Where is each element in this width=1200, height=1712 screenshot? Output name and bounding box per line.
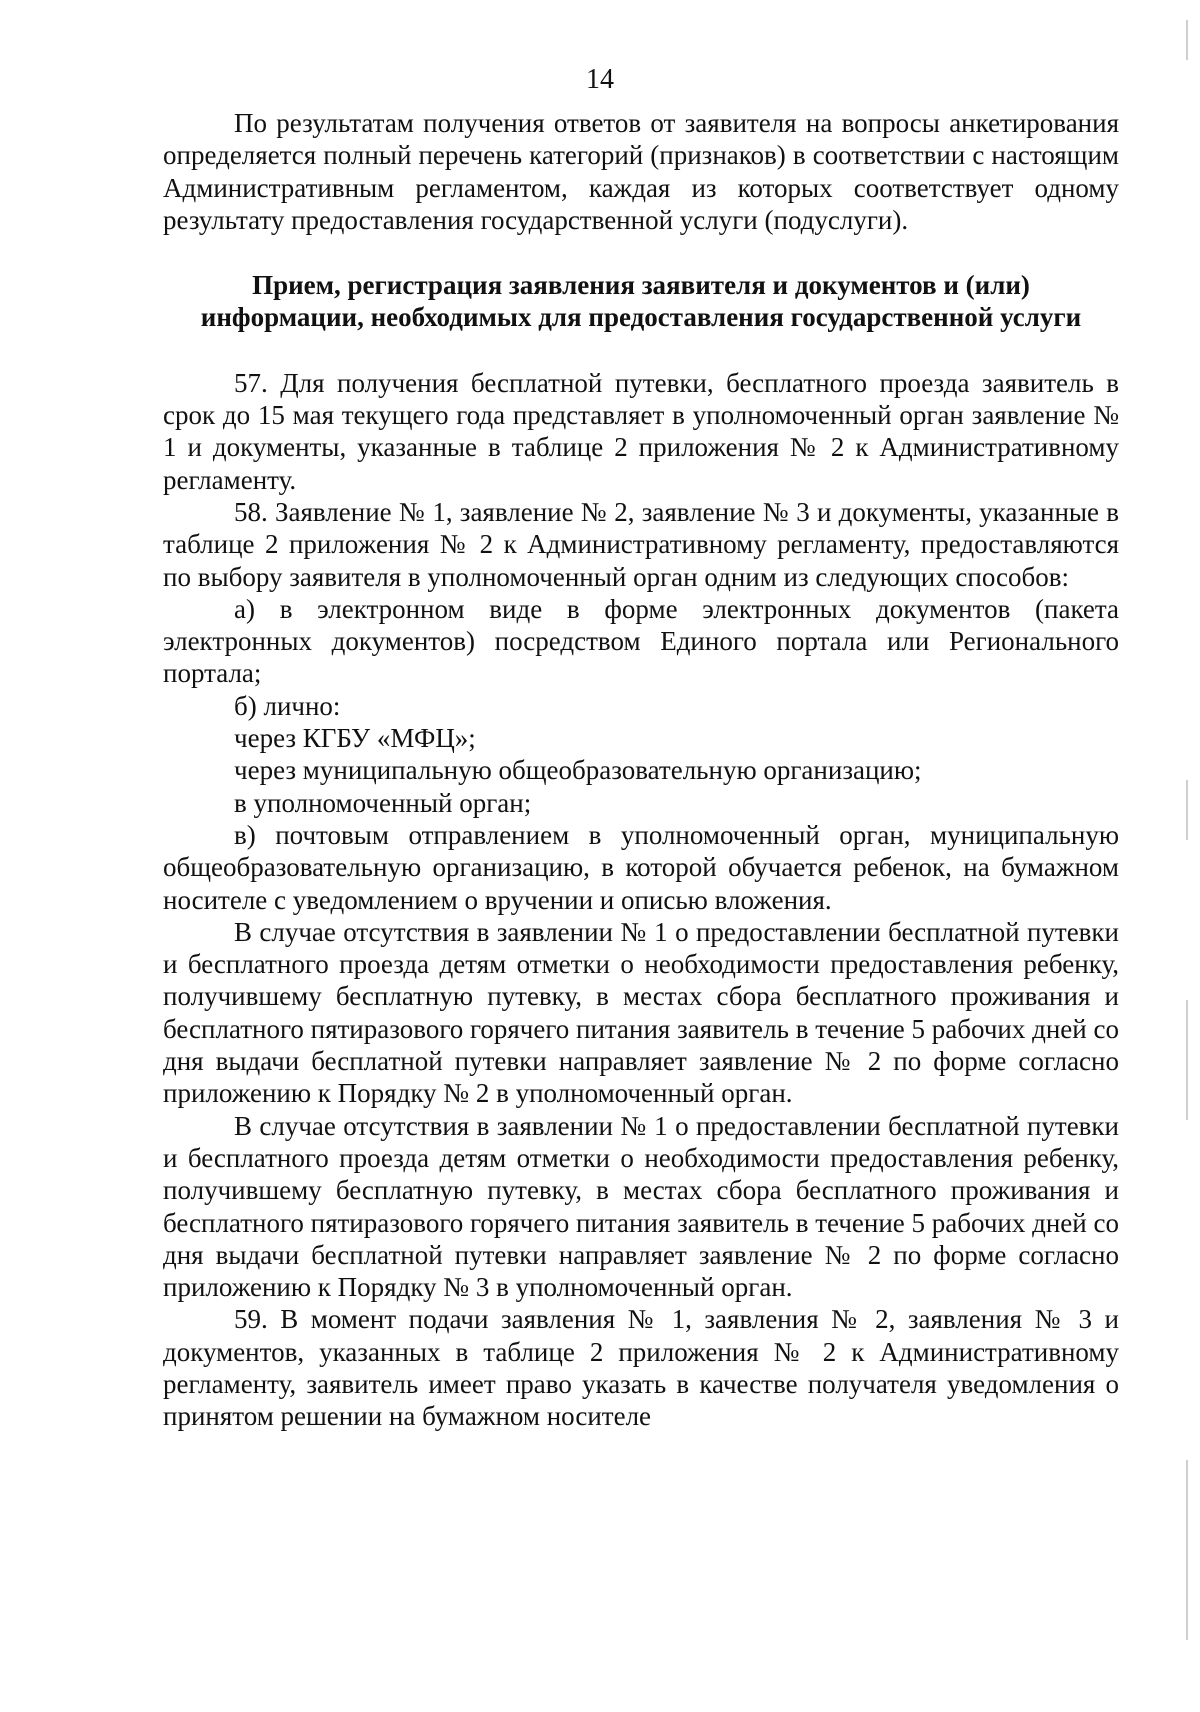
paragraph-57: 57. Для получения бесплатной путевки, бесплатного проезда заявитель в срок до 15 мая текущего года представляет в уполномоченный орган заявление № 1 и документы, указанные в таблице 2 приложения № 2 к Административному регламенту. — [163, 367, 1119, 495]
scan-edge-mark — [1186, 20, 1188, 60]
list-item-b-mfc: через КГБУ «МФЦ»; — [234, 723, 476, 754]
scan-edge-mark — [1186, 1460, 1188, 1640]
section-heading-line2: информации, необходимых для предоставления государственной услуги — [200, 302, 1082, 333]
paragraph-58: 58. Заявление № 1, заявление № 2, заявление № 3 и документы, указанные в таблице 2 приложения № 2 к Административному регламенту, предоставляются по выбору заявителя в уполномоченный орган одним из следующих способов: — [163, 496, 1119, 592]
intro-paragraph: По результатам получения ответов от заявителя на вопросы анкетирования определяется полный перечень категорий (признаков) в соответствии с настоящим Административным регламентом, каждая из которых соответствует одному результату предоставления государственной услуги (подуслуги). — [163, 108, 1119, 235]
page-number: 14 — [586, 64, 614, 95]
list-item-b: б) лично: — [234, 690, 341, 721]
scan-edge-mark — [1186, 780, 1188, 840]
list-item-a: а) в электронном виде в форме электронных документов (пакета электронных документов) посредством Единого портала или Регионального портала; — [163, 593, 1119, 689]
paragraph-case-2: В случае отсутствия в заявлении № 1 о предоставлении бесплатной путевки и бесплатного проезда детям отметки о необходимости предоставления ребенку, получившему бесплатную путевку, в местах сбора бесплатного проживания и бесплатного пятиразового горячего питания заявитель в течение 5 рабочих дней со дня выдачи бесплатной путевки направляет заявление № 2 по форме согласно приложению к Порядку № 3 в уполномоченный орган. — [163, 1110, 1119, 1303]
paragraph-59: 59. В момент подачи заявления № 1, заявления № 2, заявления № 3 и документов, указанных в таблице 2 приложения № 2 к Административному регламенту, заявитель имеет право указать в качестве получателя уведомления о принятом решении на бумажном носителе — [163, 1304, 1119, 1432]
document-body — [163, 107, 1119, 1433]
list-item-b-authority: в уполномоченный орган; — [234, 787, 532, 818]
list-item-c: в) почтовым отправлением в уполномоченный орган, муниципальную общеобразовательную организацию, в которой обучается ребенок, на бумажном носителе с уведомлением о вручении и описью вложения. — [163, 819, 1119, 915]
section-heading-line1: Прием, регистрация заявления заявителя и документов и (или) — [252, 270, 1030, 301]
paragraph-case-1: В случае отсутствия в заявлении № 1 о предоставлении бесплатной путевки и бесплатного проезда детям отметки о необходимости предоставления ребенку, получившему бесплатную путевку, в местах сбора бесплатного проживания и бесплатного пятиразового горячего питания заявитель в течение 5 рабочих дней со дня выдачи бесплатной путевки направляет заявление № 2 по форме согласно приложению к Порядку № 2 в уполномоченный орган. — [163, 916, 1119, 1109]
section-heading — [163, 269, 1119, 334]
scan-edge-mark — [1186, 1000, 1188, 1120]
list-item-b-school: через муниципальную общеобразовательную организацию; — [234, 755, 922, 786]
